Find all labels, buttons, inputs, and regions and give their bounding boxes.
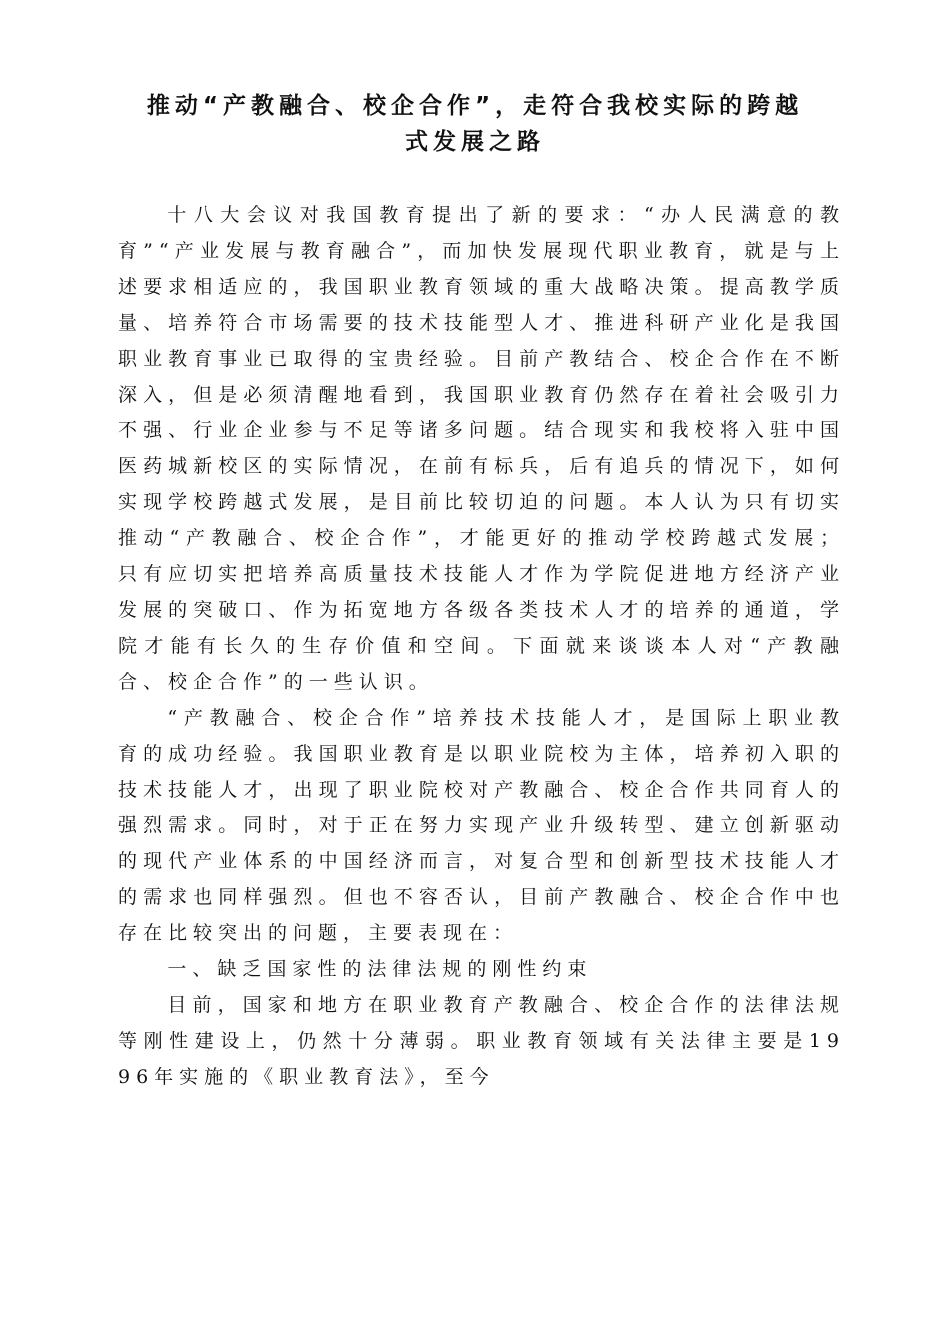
section-heading-1: 一、缺乏国家性的法律法规的刚性约束 bbox=[167, 958, 593, 981]
paragraph-3: 目前，国家和地方在职业教育产教融合、校企合作的法律法规等刚性建设上，仍然十分薄弱。职业教育领域有关法律主要是1996年实施的《职业教育法》，至今 bbox=[118, 993, 845, 1088]
document-title-line-2: 式发展之路 bbox=[405, 129, 545, 155]
document-body bbox=[118, 198, 845, 1096]
paragraph-1: 十八大会议对我国教育提出了新的要求：“办人民满意的教育”“产业发展与教育融合”，而加快发展现代职业教育，就是与上述要求相适应的，我国职业教育领域的重大战略决策。提高教学质量、培养符合市场需要的技术技能型人才、推进科研产业化是我国职业教育事业已取得的宝贵经验。目前产教结合、校企合作在不断深入，但是必须清醒地看到，我国职业教育仍然存在着社会吸引力不强、行业企业参与不足等诸多问题。结合现实和我校将入驻中国医药城新校区的实际情况，在前有标兵，后有追兵的情况下，如何实现学校跨越式发展，是目前比较切迫的问题。本人认为只有切实推动“产教融合、校企合作”，才能更好的推动学校跨越式发展；只有应切实把培养高质量技术技能人才作为学院促进地方经济产业发展的突破口、作为拓宽地方各级各类技术人才的培养的通道，学院才能有长久的生存价值和空间。下面就来谈谈本人对“产教融合、校企合作”的一些认识。 bbox=[118, 204, 845, 693]
document-title-line-1: 推动“产教融合、校企合作”，走符合我校实际的跨越 bbox=[146, 93, 804, 119]
paragraph-2: “产教融合、校企合作”培养技术技能人才，是国际上职业教育的成功经验。我国职业教育是以职业院校为主体，培养初入职的技术技能人才，出现了职业院校对产教融合、校企合作共同育人的强烈需求。同时，对于正在努力实现产业升级转型、建立创新驱动的现代产业体系的中国经济而言，对复合型和创新型技术技能人才的需求也同样强烈。但也不容否认，目前产教融合、校企合作中也存在比较突出的问题，主要表现在： bbox=[118, 706, 845, 945]
